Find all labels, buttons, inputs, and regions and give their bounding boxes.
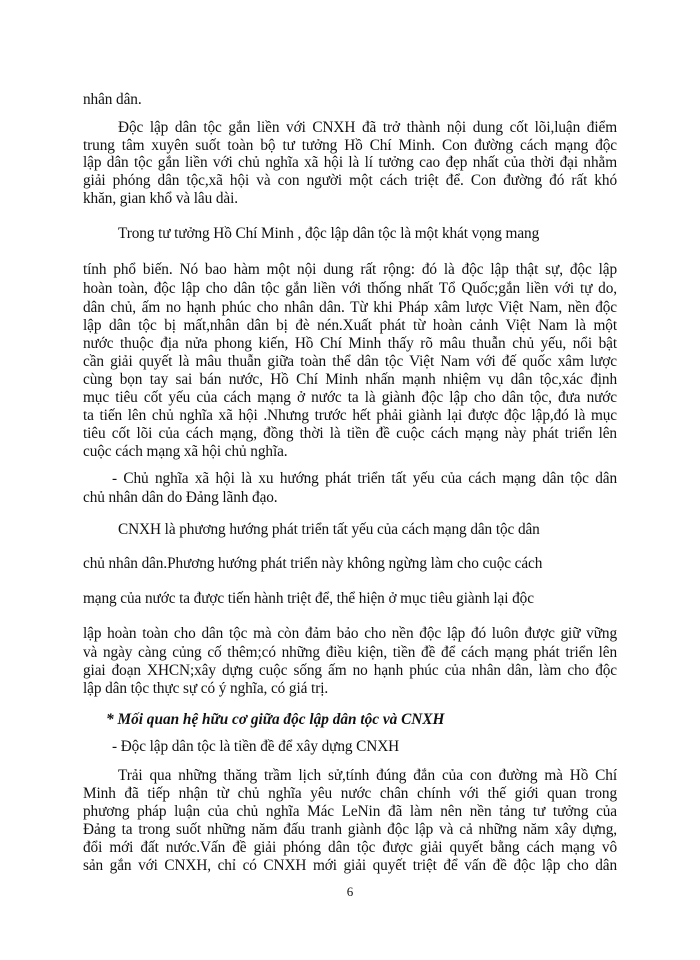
text-line: CNXH là phương hướng phát triển tất yếu của cách mạng dân tộc dân bbox=[118, 521, 540, 538]
page-number: 6 bbox=[346, 884, 354, 899]
text-line: đổi mới đất nước.Vấn đề giải phóng dân tộc được giải quyết bằng cách mạng vô bbox=[83, 839, 617, 856]
bullet-line: - Độc lập dân tộc là tiền đề để xây dựng CNXH bbox=[112, 738, 400, 755]
bullet-line: - Chủ nghĩa xã hội là xu hướng phát triển tất yếu của cách mạng dân tộc dân bbox=[112, 470, 617, 487]
text-line: sản gắn với CNXH, chỉ có CNXH mới giải quyết triệt để vấn đề độc lập cho dân bbox=[83, 857, 617, 874]
text-line: giải phóng dân tộc,xã hội và con người một cách triệt để. Con đường đó rất khó bbox=[83, 172, 617, 189]
text-line: cần giải quyết là mâu thuẫn giữa toàn thể dân tộc Việt Nam với đế quốc xâm lược bbox=[83, 353, 617, 370]
text-line: nhân dân. bbox=[83, 91, 142, 108]
text-line: khăn, gian khổ và lâu dài. bbox=[83, 190, 238, 207]
text-line: Đảng ta trong suốt những năm đấu tranh giành độc lập và cả những năm xây dựng, bbox=[83, 821, 617, 838]
section-heading: * Mối quan hệ hữu cơ giữa độc lập dân tộc và CNXH bbox=[106, 711, 445, 728]
text-line: ta tiến lên chủ nghĩa xã hội .Nhưng trước hết phải giành lại được độc lập,đó là mục bbox=[83, 407, 617, 424]
text-line: trung tâm xuyên suốt toàn bộ tư tưởng Hồ Chí Minh. Con đường cách mạng độc bbox=[83, 137, 617, 154]
text-line: lập dân tộc thực sự có ý nghĩa, có giá trị. bbox=[83, 680, 329, 697]
text-line: tính phổ biến. Nó bao hàm một nội dung rất rộng: đó là độc lập thật sự, độc lập bbox=[83, 261, 617, 278]
text-line: chủ nhân dân do Đảng lãnh đạo. bbox=[83, 489, 278, 506]
text-line: phương pháp luận của chủ nghĩa Mác LeNin đã làm nên nền tảng tư tưởng của bbox=[83, 803, 617, 820]
text-line: giai đoạn XHCN;xây dựng cuộc sống ấm no hạnh phúc của nhân dân, làm cho độc bbox=[83, 662, 617, 679]
text-line: Trải qua những thăng trầm lịch sử,tính đúng đắn của con đường mà Hồ Chí bbox=[118, 767, 617, 784]
text-line: mục tiêu cốt yếu của cách mạng ở nước ta là giành độc lập cho dân tộc, đưa nước bbox=[83, 389, 617, 406]
text-line: dân chủ, ấm no hạnh phúc cho nhân dân. Từ khi Pháp xâm lược Việt Nam, nền độc bbox=[83, 299, 617, 316]
text-line: tiêu cốt lõi của cách mạng, đồng thời là tiền đề cuộc cách mạng này phát triển lên bbox=[83, 425, 617, 442]
text-line: nước thuộc địa nửa phong kiến, Hồ Chí Minh thấy rõ mâu thuẫn chủ yếu, nổi bật bbox=[83, 335, 617, 352]
text-line: cùng bọn tay sai bán nước, Hồ Chí Minh nhấn mạnh nhiệm vụ dân tộc,xác định bbox=[83, 371, 617, 388]
text-line: lập hoàn toàn cho dân tộc mà còn đảm bảo cho nền độc lập đó luôn được giữ vững bbox=[83, 625, 617, 642]
text-line: Minh đã tiếp nhận từ chủ nghĩa yêu nước chân chính với thế giới quan trong bbox=[83, 785, 617, 802]
text-line: hoàn toàn, độc lập cho dân tộc gắn liền với thống nhất Tổ Quốc;gắn liền với tự do, bbox=[83, 280, 617, 297]
text-line: chủ nhân dân.Phương hướng phát triển này không ngừng làm cho cuộc cách bbox=[83, 555, 543, 572]
text-line: lập dân tộc gắn liền với chủ nghĩa xã hội là lí tưởng cao đẹp nhất của thời đại nhằm bbox=[83, 154, 617, 171]
text-line: mạng của nước ta được tiến hành triệt để, thể hiện ở mục tiêu giành lại độc bbox=[83, 590, 534, 607]
text-line: Độc lập dân tộc gắn liền với CNXH đã trở thành nội dung cốt lõi,luận điểm bbox=[118, 119, 617, 136]
text-line: lập dân tộc bị mất,nhân dân bị đè nén.Xuất phát từ hoàn cảnh Việt Nam là một bbox=[83, 317, 617, 334]
text-line: cuộc cách mạng xã hội chủ nghĩa. bbox=[83, 443, 288, 460]
text-line: và ngày càng củng cố thêm;có những điều kiện, tiền đề để cách mạng phát triển lên bbox=[83, 644, 617, 661]
text-line: Trong tư tưởng Hồ Chí Minh , độc lập dân tộc là một khát vọng mang bbox=[118, 225, 540, 242]
